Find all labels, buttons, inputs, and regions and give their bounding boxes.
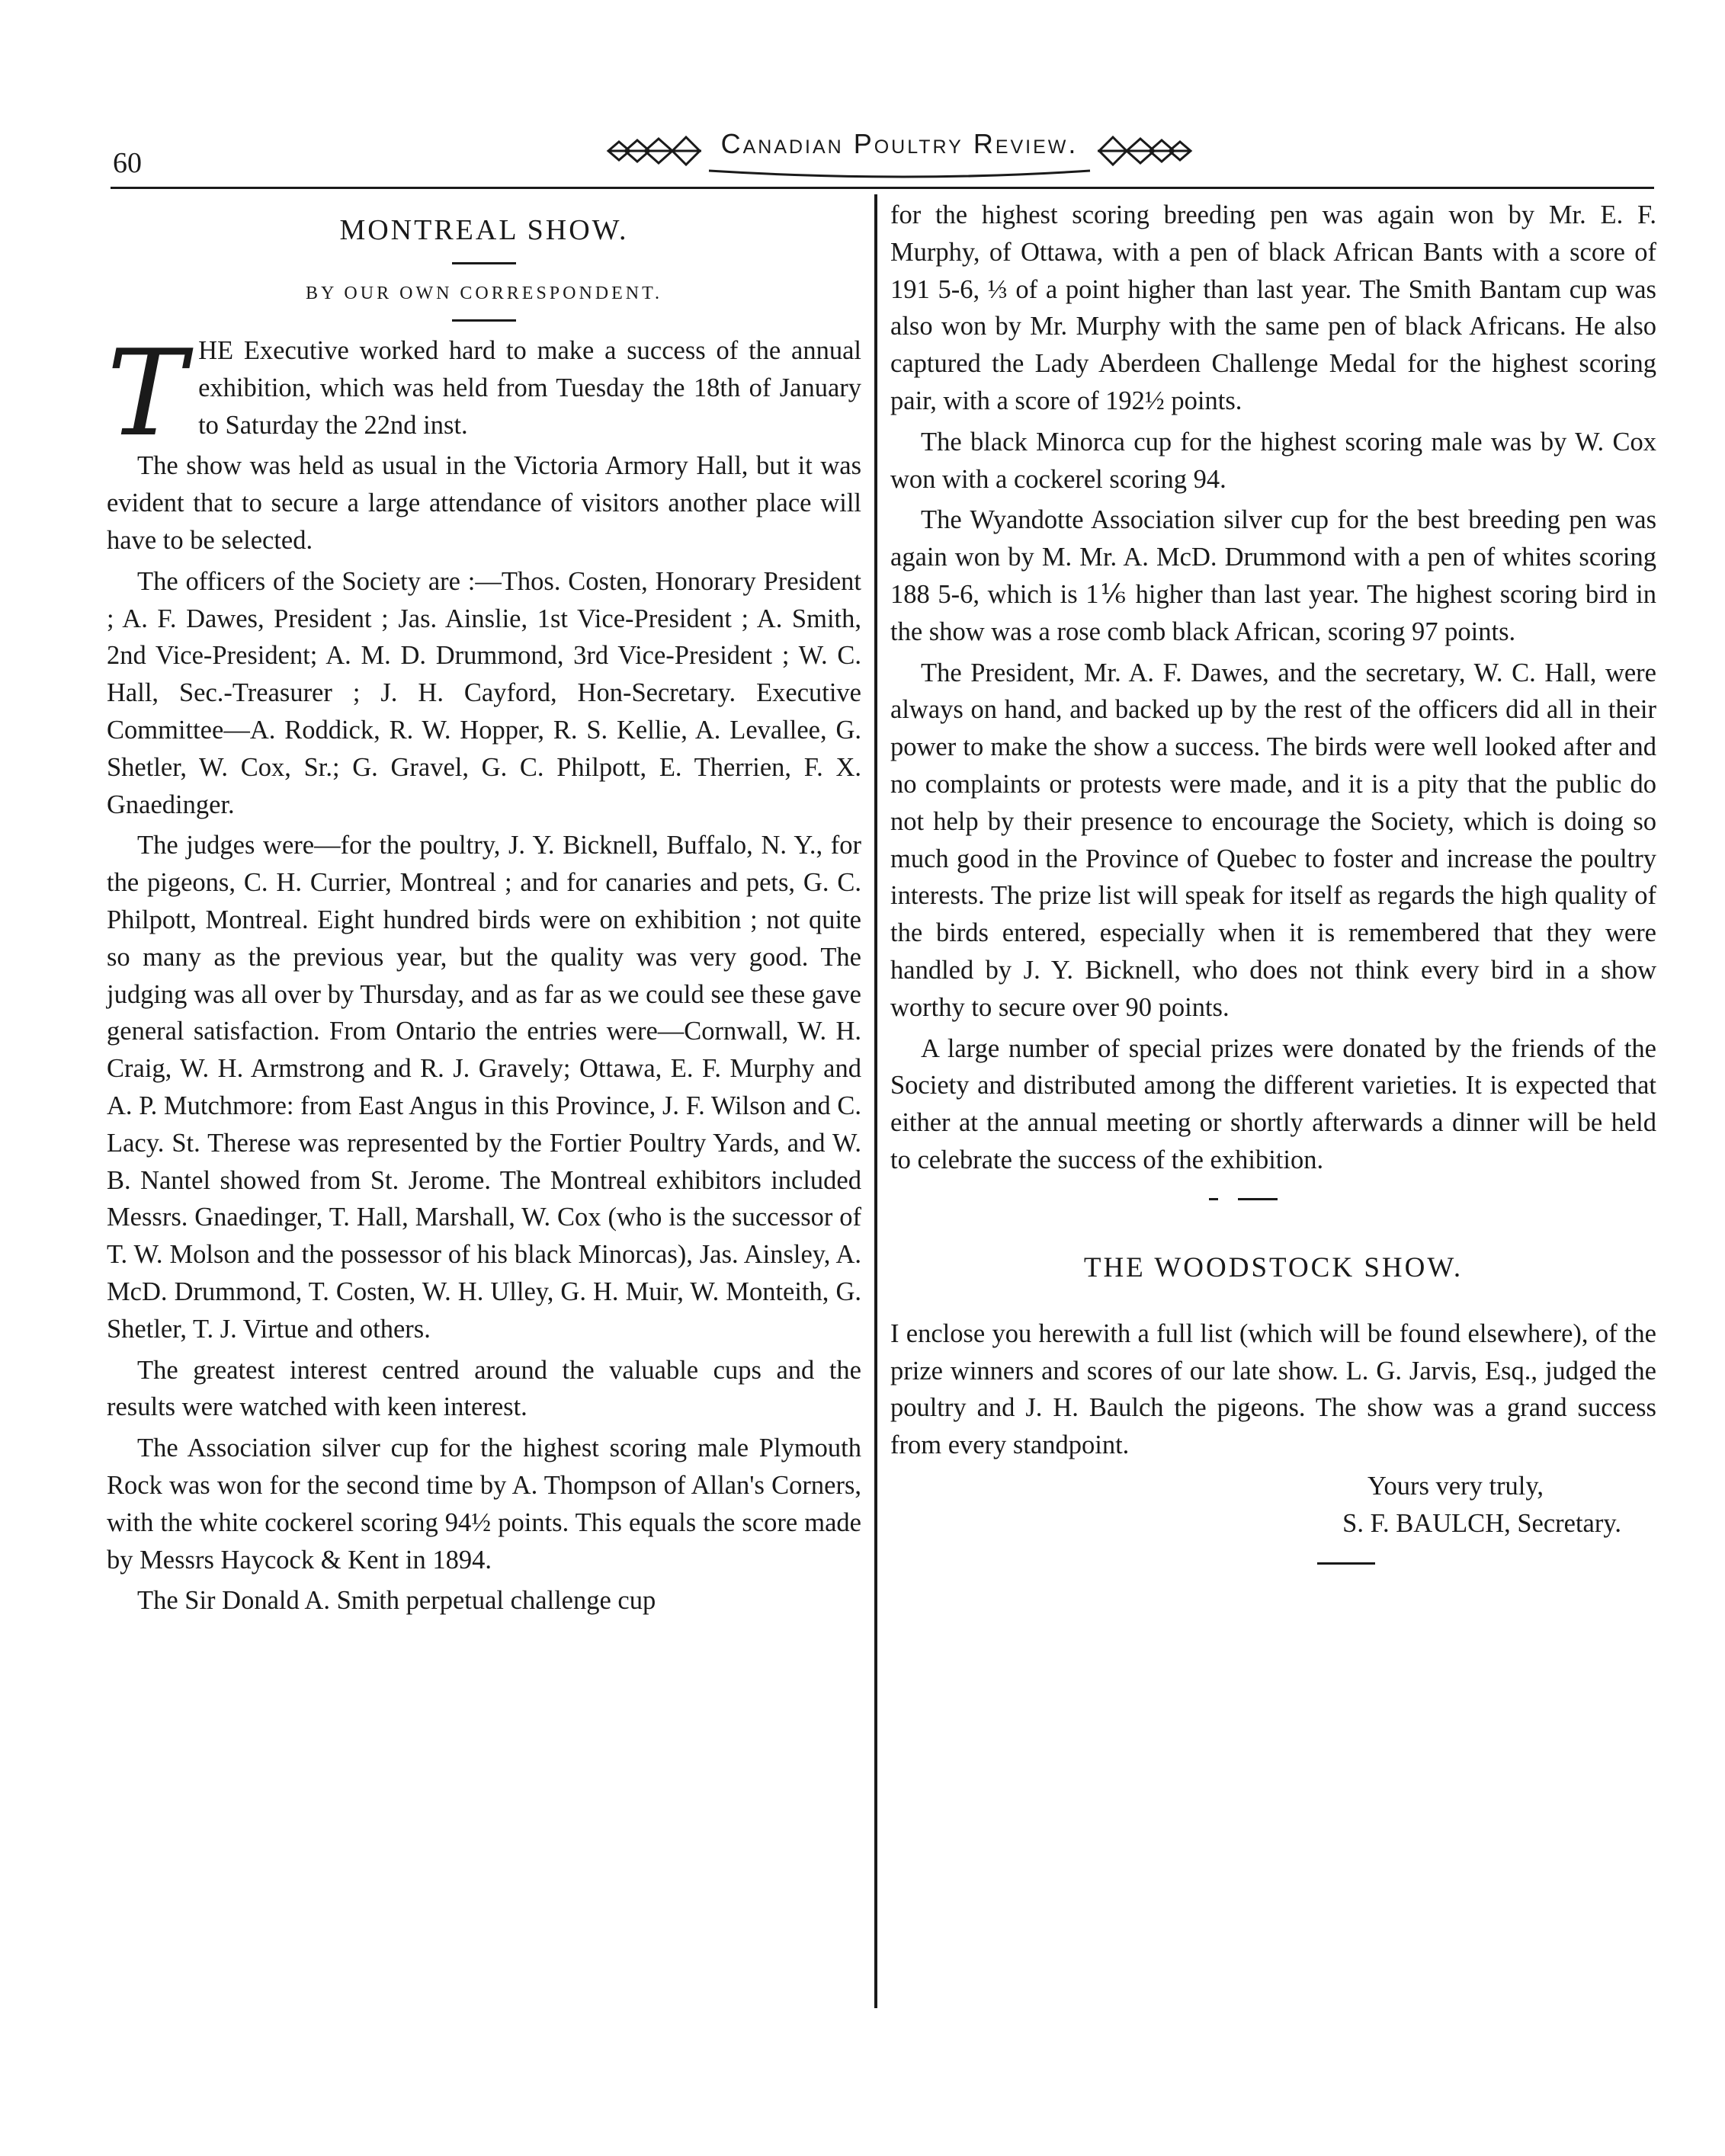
drop-cap: T [107, 324, 187, 463]
paragraph: THE Executive worked hard to make a success of the annual exhibition, which was held from Tuesday the 18th of January to Saturday the 22nd inst. [107, 324, 861, 463]
right-column [890, 197, 1656, 1565]
left-column [107, 197, 861, 1623]
byline-rule [452, 319, 516, 322]
paragraph: The Sir Donald A. Smith perpetual challenge cup [137, 1586, 656, 1616]
section-separator [890, 1183, 1656, 1213]
article-title: MONTREAL SHOW. [339, 214, 629, 246]
paragraph: The show was held as usual in the Victoria Armory Hall, but it was evident that to secure a large attendance of visitors another place will have to be selected. [107, 451, 861, 555]
paragraph: The officers of the Society are :—Thos. Costen, Honorary President ; A. F. Dawes, President ; Jas. Ainslie, 1st Vice-President ; A. Smith, 2nd Vice-President; A. M. D. Drummond, 3rd Vice-President ; W. C. Hall, Sec.-Treasurer ; J. H. Cayford, Hon-Secretary. Executive Committee—A. Roddick, R. W. Hopper, R. S. Kellie, A. Levallee, G. Shetler, W. Cox, Sr.; G. Gravel, G. C. Philpott, E. Therrien, F. X. Gnaedinger. [107, 566, 861, 819]
paragraph: The Association silver cup for the highest scoring male Plymouth Rock was won for the second time by A. Thompson of Allan's Corners, with the white cockerel scoring 94½ points. This equals the score made by Messrs Haycock & Kent in 1894. [107, 1434, 861, 1575]
paragraph: A large number of special prizes were donated by the friends of the Society and distributed among the different varieties. It is expected that either at the annual meeting or shortly afterwards a dinner will be held to celebrate the success of the exhibition. [890, 1033, 1656, 1174]
column-rule [874, 194, 877, 2008]
paragraph: for the highest scoring breeding pen was again won by Mr. E. F. Murphy, of Ottawa, with a pen of black African Bants with a score of 191 5-6, ⅓ of a point higher than last year. The Smith Bantam cup was also won by Mr. Murphy with the same pen of black Africans. He also captured the Lady Aberdeen Challenge Medal for the highest scoring pair, with a score of 192½ points. [890, 200, 1656, 415]
paragraph: The judges were—for the poultry, J. Y. Bicknell, Buffalo, N. Y., for the pigeons, C. H. Currier, Montreal ; and for canaries and pets, G. C. Philpott, Montreal. Eight hundred birds were on exhibition ; not quite so many as the previous year, but the quality was very good. The judging was all over by Thursday, and as far as we could see these gave general satisfaction. From Ontario the entries were—Cornwall, W. H. Craig, W. H. Armstrong and R. J. Gravely; Ottawa, E. F. Murphy and A. P. Mutchmore: from East Angus in this Province, J. F. Wilson and C. Lacy. St. Therese was represented by the Fortier Poultry Yards, and W. B. Nantel showed from St. Jerome. The Montreal exhibitors included Messrs. Gnaedinger, T. Hall, Marshall, W. Cox (who is the successor of T. W. Molson and the possessor of his black Minorcas), Jas. Ainsley, A. McD. Drummond, T. Costen, W. H. Ulley, G. H. Muir, W. Monteith, G. Shetler, T. J. Virtue and others. [107, 831, 861, 1344]
paragraph: The black Minorca cup for the highest scoring male was by W. Cox won with a cockerel scoring 94. [890, 427, 1656, 494]
masthead [602, 120, 1197, 181]
page-number: 60 [113, 147, 142, 179]
byline: BY OUR OWN CORRESPONDENT. [305, 284, 662, 303]
masthead-title: Canadian Poultry Review. [720, 128, 1079, 159]
paragraph: The greatest interest centred around the valuable cups and the results were watched with keen interest. [107, 1355, 861, 1422]
header-rule [111, 187, 1654, 189]
letter-signoff [890, 1468, 1656, 1543]
paragraph: The Wyandotte Association silver cup for the best breeding pen was again won by M. Mr. A. McD. Drummond with a pen of whites scoring 188 5-6, which is 1⅙ higher than last year. The highest scoring bird in the show was a rose comb black African, scoring 97 points. [890, 505, 1656, 646]
paragraph: The President, Mr. A. F. Dawes, and the secretary, W. C. Hall, were always on hand, and backed up by the rest of the officers did all in their power to make the show a success. The birds were well looked after and no complaints or protests were made, and it is a pity that the public do not help by their presence to encourage the Society, which is doing so much good in the Province of Quebec to foster and increase the poultry interests. The prize list will speak for itself as regards the high quality of the birds entered, especially when it is remembered that they were handled by J. Y. Bicknell, who does not think every bird in a show worthy to secure over 90 points. [890, 658, 1656, 1022]
end-rule [1317, 1562, 1375, 1565]
closing-line: Yours very truly, [1367, 1471, 1544, 1501]
title-rule [452, 262, 516, 264]
signature-line: S. F. BAULCH, Secretary. [1342, 1508, 1621, 1538]
woodstock-title: THE WOODSTOCK SHOW. [1083, 1251, 1464, 1283]
paragraph: I enclose you herewith a full list (which will be found elsewhere), of the prize winners and scores of our late show. L. G. Jarvis, Esq., judged the poultry and J. H. Baulch the pigeons. The show was a grand success from every standpoint. [890, 1318, 1656, 1460]
